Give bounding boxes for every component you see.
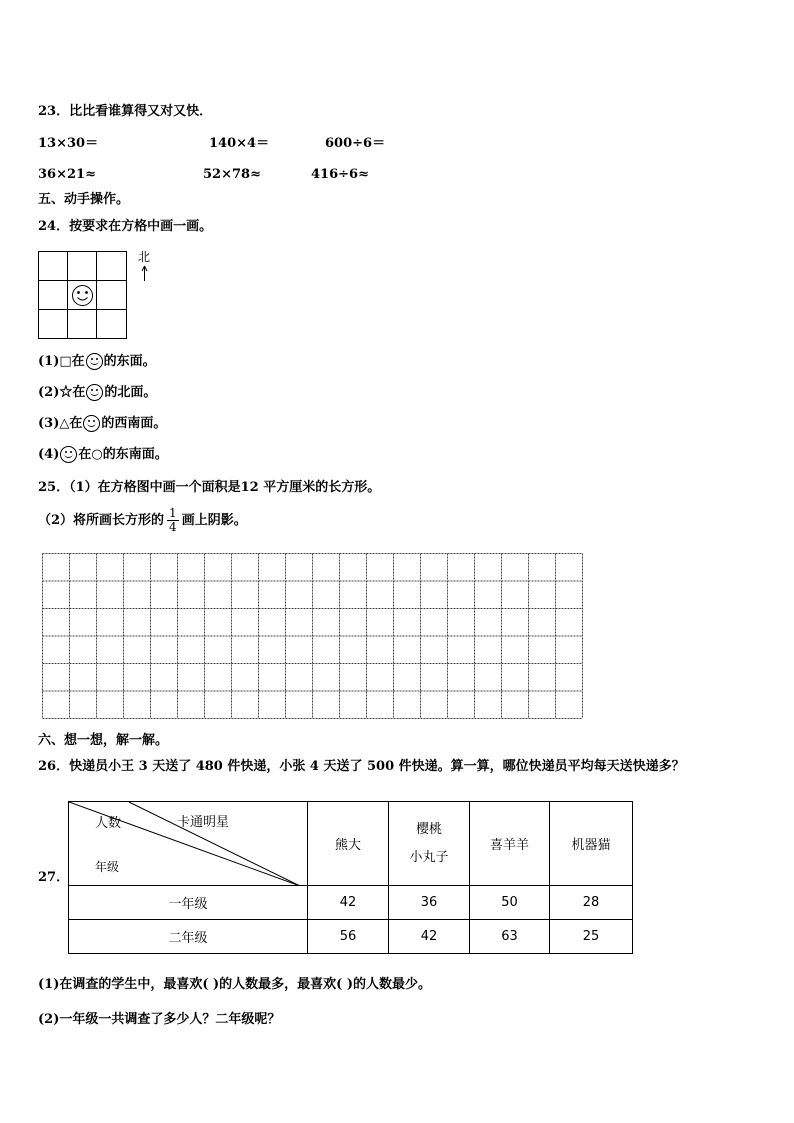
grid-lines — [39, 252, 127, 339]
value-cell: 25 — [550, 920, 633, 954]
q24-item-3-prefix: (3)△在 — [38, 416, 83, 431]
survey-table — [68, 801, 633, 954]
direction-grid — [36, 248, 166, 344]
q27-question-1: (1)在调查的学生中，最喜欢( )的人数最多，最喜欢( )的人数最少。 — [38, 977, 432, 992]
q25-part-2 — [38, 504, 247, 538]
section-5-heading: 五、动手操作。 — [38, 192, 130, 207]
column-header: 喜羊羊 — [470, 802, 550, 886]
smiley-icon — [86, 353, 103, 370]
value-cell: 50 — [470, 886, 550, 920]
grade-cell: 一年级 — [69, 886, 308, 920]
q24-item-3 — [38, 415, 166, 432]
q23-title: 23．比比看谁算得又对又快． — [38, 104, 213, 119]
header-people: 人数 — [95, 816, 122, 831]
section-6-heading: 六、想一想，解一解。 — [38, 733, 169, 748]
q24-title: 24．按要求在方格中画一画。 — [38, 219, 213, 234]
value-cell: 42 — [389, 920, 470, 954]
smiley-icon — [73, 286, 93, 306]
column-header-line-1: 樱桃 — [415, 821, 442, 837]
header-star: 卡通明星 — [177, 815, 230, 830]
q24-item-1 — [38, 353, 156, 370]
column-header: 机器猫 — [550, 802, 633, 886]
q24-item-3-suffix: 的西南面。 — [101, 416, 167, 431]
smiley-icon — [60, 446, 77, 463]
q23-expr-3: 600÷6＝ — [325, 136, 386, 151]
value-cell: 56 — [308, 920, 389, 954]
column-header-line-2: 小丸子 — [409, 849, 449, 865]
q24-item-4-suffix: 在○的东南面。 — [78, 447, 168, 462]
q24-item-4 — [38, 446, 168, 463]
q23-expr-2: 140×4＝ — [209, 136, 270, 151]
smiley-icon — [83, 415, 100, 432]
fraction — [167, 507, 179, 534]
diagonal-header-cell — [69, 802, 308, 886]
q27-number: 27． — [38, 870, 70, 885]
q25-part-2-prefix: （2）将所画长方形的 — [38, 513, 165, 528]
north-arrow-icon — [142, 266, 147, 281]
q24-item-1-suffix: 的东面。 — [103, 354, 156, 369]
q23-expr-1: 13×30＝ — [38, 136, 99, 151]
grade-cell: 二年级 — [69, 920, 308, 954]
q24-item-2 — [38, 384, 156, 401]
q24-item-1-prefix: (1)□在 — [38, 354, 85, 369]
q23-expr-6: 416÷6≈ — [311, 167, 369, 182]
column-header — [389, 802, 470, 886]
value-cell: 63 — [470, 920, 550, 954]
q27-question-2: (2)一年级一共调查了多少人？二年级呢？ — [38, 1012, 281, 1027]
value-cell: 28 — [550, 886, 633, 920]
square-grid[interactable] — [42, 553, 584, 719]
table-row — [69, 886, 633, 920]
q23-expr-5: 52×78≈ — [203, 167, 261, 182]
q24-item-4-prefix: (4) — [38, 447, 60, 462]
north-label: 北 — [138, 250, 151, 264]
value-cell: 42 — [308, 886, 389, 920]
column-header: 熊大 — [308, 802, 389, 886]
header-grade: 年级 — [95, 860, 120, 874]
smiley-icon — [86, 384, 103, 401]
q26-text: 26．快递员小王 3 天送了 480 件快递，小张 4 天送了 500 件快递。算一算，哪位快递员平均每天送快递多？ — [38, 759, 685, 774]
q25-part-1: 25．（1）在方格图中画一个面积是12 平方厘米的长方形。 — [38, 480, 381, 495]
q24-item-2-prefix: (2)☆在 — [38, 385, 86, 400]
q24-item-2-suffix: 的北面。 — [104, 385, 157, 400]
fraction-numerator: 1 — [169, 506, 177, 520]
q25-part-2-suffix: 画上阴影。 — [181, 513, 247, 528]
table-row — [69, 920, 633, 954]
table-header-row — [69, 802, 633, 886]
value-cell: 36 — [389, 886, 470, 920]
fraction-denominator: 4 — [169, 520, 177, 534]
q23-expr-4: 36×21≈ — [38, 167, 96, 182]
